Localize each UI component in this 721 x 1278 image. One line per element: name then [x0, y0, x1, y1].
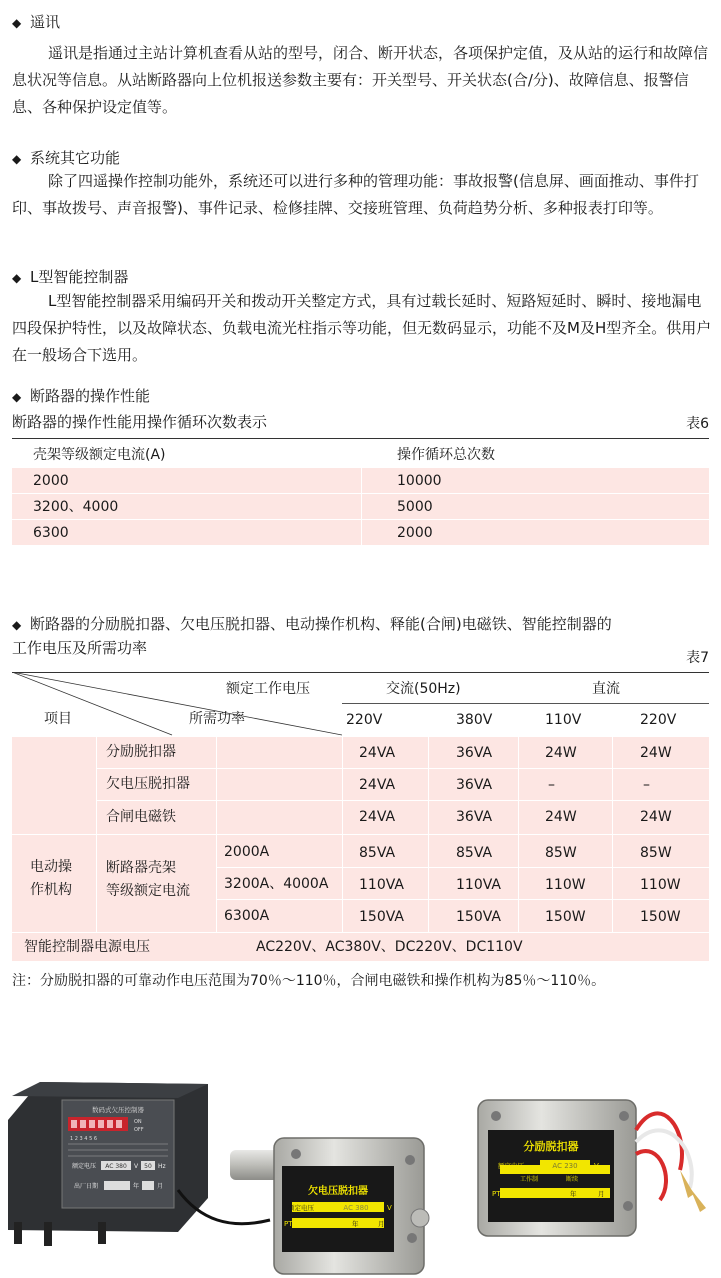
- table-cell: 2000: [397, 525, 433, 541]
- table6-header-cell: 操作循环总次数: [397, 447, 495, 463]
- header-rated-voltage: 额定工作电压: [226, 681, 310, 697]
- table-cell: 85VA: [359, 845, 396, 861]
- product-photo: [0, 1070, 721, 1278]
- table-cell: 110W: [545, 877, 586, 893]
- table-cell: 110W: [640, 877, 681, 893]
- shunt-unit-v: V: [594, 1162, 599, 1170]
- controller-unit-v: V: [134, 1163, 139, 1170]
- undervoltage-unit-v: V: [387, 1204, 392, 1212]
- shunt-month-label: 月: [598, 1190, 605, 1198]
- table-cell: 24W: [640, 745, 672, 761]
- header-voltage: 110V: [545, 712, 582, 728]
- undervoltage-controller-device: [8, 1082, 208, 1246]
- current-label: 6300A: [224, 908, 270, 924]
- table7-note: 注：分励脱扣器的可靠动作电压范围为70％～110％，合闸电磁铁和操作机构为85％～110％。: [12, 973, 606, 989]
- table-cell: 150VA: [456, 909, 501, 925]
- heading-text: 遥讯: [30, 13, 61, 31]
- section-heading-voltage-line2: 工作电压及所需功率: [12, 639, 148, 657]
- group-label-line2: 作机构: [30, 882, 72, 898]
- table-cell: 110VA: [456, 877, 501, 893]
- table-cell: 36VA: [456, 745, 493, 761]
- paragraph-telemetry: 遥讯是指通过主站计算机查看从站的型号，闭合、断开状态，各项保护定值，及从站的运行和故障信息状况等信息。从站断路器向上位机报送参数主要有：开关型号、开关状态(合/分)、故障信息、报警信息、各种保护设定值等。: [12, 44, 709, 116]
- controller-date-label: 出厂日期: [74, 1183, 99, 1190]
- controller-unit-hz: Hz: [158, 1163, 166, 1170]
- frame-label-line2: 等级额定电流: [106, 883, 190, 899]
- diamond-bullet-icon: ◆: [12, 618, 22, 632]
- row-label: 合闸电磁铁: [106, 809, 176, 825]
- table7-header-subrule: [342, 703, 709, 704]
- undervoltage-year-label: 年: [352, 1220, 359, 1228]
- section-heading-voltage: [12, 614, 612, 635]
- table-cell: 24VA: [359, 809, 396, 825]
- table-cell: 2000: [33, 473, 69, 489]
- table6-top-rule: [12, 438, 709, 439]
- section-heading-other-functions: [12, 148, 120, 169]
- table-cell: 85VA: [456, 845, 493, 861]
- controller-power-label: 智能控制器电源电压: [24, 939, 150, 955]
- table-cell: 36VA: [456, 777, 493, 793]
- row-label: 欠电压脱扣器: [106, 776, 190, 792]
- table-cell: 24W: [545, 745, 577, 761]
- table-cell: 24VA: [359, 745, 396, 761]
- table7-row-divider: [216, 899, 709, 900]
- header-required-power: 所需功率: [189, 711, 245, 727]
- section-heading-operation: [12, 386, 150, 407]
- section-heading-telemetry: [12, 12, 60, 33]
- shunt-rated-voltage-value: AC 230: [552, 1162, 578, 1170]
- undervoltage-pt-label: PT: [284, 1220, 293, 1228]
- table-cell: –: [643, 777, 650, 793]
- table-cell: 24W: [640, 809, 672, 825]
- table6-header-cell: 壳架等级额定电流(A): [33, 447, 166, 463]
- table-cell: 110VA: [359, 877, 404, 893]
- table-cell: 24W: [545, 809, 577, 825]
- section-heading-l-controller: [12, 267, 128, 288]
- shunt-rated-voltage-label: 额定电压: [498, 1162, 524, 1170]
- table7-row-divider: [12, 932, 709, 933]
- controller-title: 数码式欠压控制器: [92, 1106, 144, 1114]
- header-voltage: 220V: [640, 712, 677, 728]
- table-cell: 10000: [397, 473, 442, 489]
- table-cell: –: [548, 777, 555, 793]
- table-cell: 6300: [33, 525, 69, 541]
- table7-row-divider: [96, 768, 709, 769]
- diamond-bullet-icon: ◆: [12, 271, 22, 285]
- undervoltage-title: 欠电压脱扣器: [308, 1186, 368, 1197]
- table6-number: 表6: [686, 416, 709, 432]
- heading-text: 断路器的分励脱扣器、欠电压脱扣器、电动操作机构、释能(合闸)电磁铁、智能控制器的: [30, 615, 612, 633]
- shunt-pt-label: PT: [492, 1190, 501, 1198]
- table-cell: 5000: [397, 499, 433, 515]
- current-label: 3200A、4000A: [224, 876, 329, 892]
- frame-label-line1: 断路器壳架: [106, 860, 176, 876]
- shunt-work-label: 工作制: [520, 1176, 539, 1183]
- paragraph-other-functions: 除了四遥操作控制功能外，系统还可以进行多种的管理功能：事故报警(信息屏、画面推动、事件打印、事故拨号、声音报警)、事件记录、检修挂牌、交接班管理、负荷趋势分析、多种报表打印等。: [12, 172, 699, 217]
- paragraph-l-controller: L型智能控制器采用编码开关和拨动开关整定方式，具有过载长延时、短路短延时、瞬时、接地漏电四段保护特性，以及故障状态、负载电流光柱指示等功能，但无数码显示，功能不及M及H型齐全。供用户在一般场合下选用。: [12, 292, 712, 364]
- diamond-bullet-icon: ◆: [12, 16, 22, 30]
- table7-number: 表7: [686, 650, 709, 666]
- undervoltage-rated-voltage-label: 额定电压: [288, 1204, 314, 1212]
- controller-rated-voltage-value: AC 380: [105, 1163, 127, 1170]
- table6-col-divider: [361, 468, 362, 545]
- controller-frequency: 50: [144, 1163, 152, 1170]
- table7-row-divider: [12, 834, 709, 835]
- switch-numbers: 1 2 3 4 5 6: [70, 1136, 98, 1142]
- undervoltage-release-device: [230, 1138, 429, 1274]
- undervoltage-month-label: 月: [378, 1220, 385, 1228]
- diamond-bullet-icon: ◆: [12, 152, 22, 166]
- shunt-release-device: [478, 1100, 706, 1236]
- shunt-work-value: 断续: [566, 1176, 579, 1183]
- table-cell: 36VA: [456, 809, 493, 825]
- header-dc: 直流: [592, 681, 620, 697]
- row-label: 分励脱扣器: [106, 744, 176, 760]
- table-cell: 150VA: [359, 909, 404, 925]
- table-cell: 3200、4000: [33, 499, 119, 515]
- table-cell: 85W: [640, 845, 672, 861]
- shunt-year-label: 年: [570, 1190, 577, 1198]
- table7-row-divider: [216, 867, 709, 868]
- table6-caption: 断路器的操作性能用操作循环次数表示: [12, 413, 268, 431]
- diamond-bullet-icon: ◆: [12, 390, 22, 404]
- undervoltage-rated-voltage-value: AC 380: [343, 1204, 369, 1212]
- current-label: 2000A: [224, 844, 270, 860]
- header-ac: 交流(50Hz): [386, 681, 461, 697]
- group-label-line1: 电动操: [30, 859, 72, 875]
- table-cell: 85W: [545, 845, 577, 861]
- table-cell: 150W: [545, 909, 586, 925]
- header-voltage: 380V: [456, 712, 493, 728]
- controller-month-label: 月: [157, 1183, 164, 1190]
- header-voltage: 220V: [346, 712, 383, 728]
- table7-row-divider: [96, 800, 709, 801]
- switch-on-label: ON: [134, 1119, 142, 1125]
- controller-power-value: AC220V、AC380V、DC220V、DC110V: [256, 939, 523, 955]
- controller-year-label: 年: [133, 1183, 140, 1190]
- controller-rated-voltage-label: 额定电压: [72, 1163, 97, 1170]
- header-item: 项目: [44, 711, 72, 727]
- heading-text: 断路器的操作性能: [30, 387, 151, 405]
- switch-off-label: OFF: [134, 1127, 144, 1133]
- heading-text: L型智能控制器: [30, 268, 129, 286]
- shunt-title: 分励脱扣器: [523, 1140, 579, 1153]
- table-cell: 24VA: [359, 777, 396, 793]
- heading-text: 系统其它功能: [30, 149, 121, 167]
- table-cell: 150W: [640, 909, 681, 925]
